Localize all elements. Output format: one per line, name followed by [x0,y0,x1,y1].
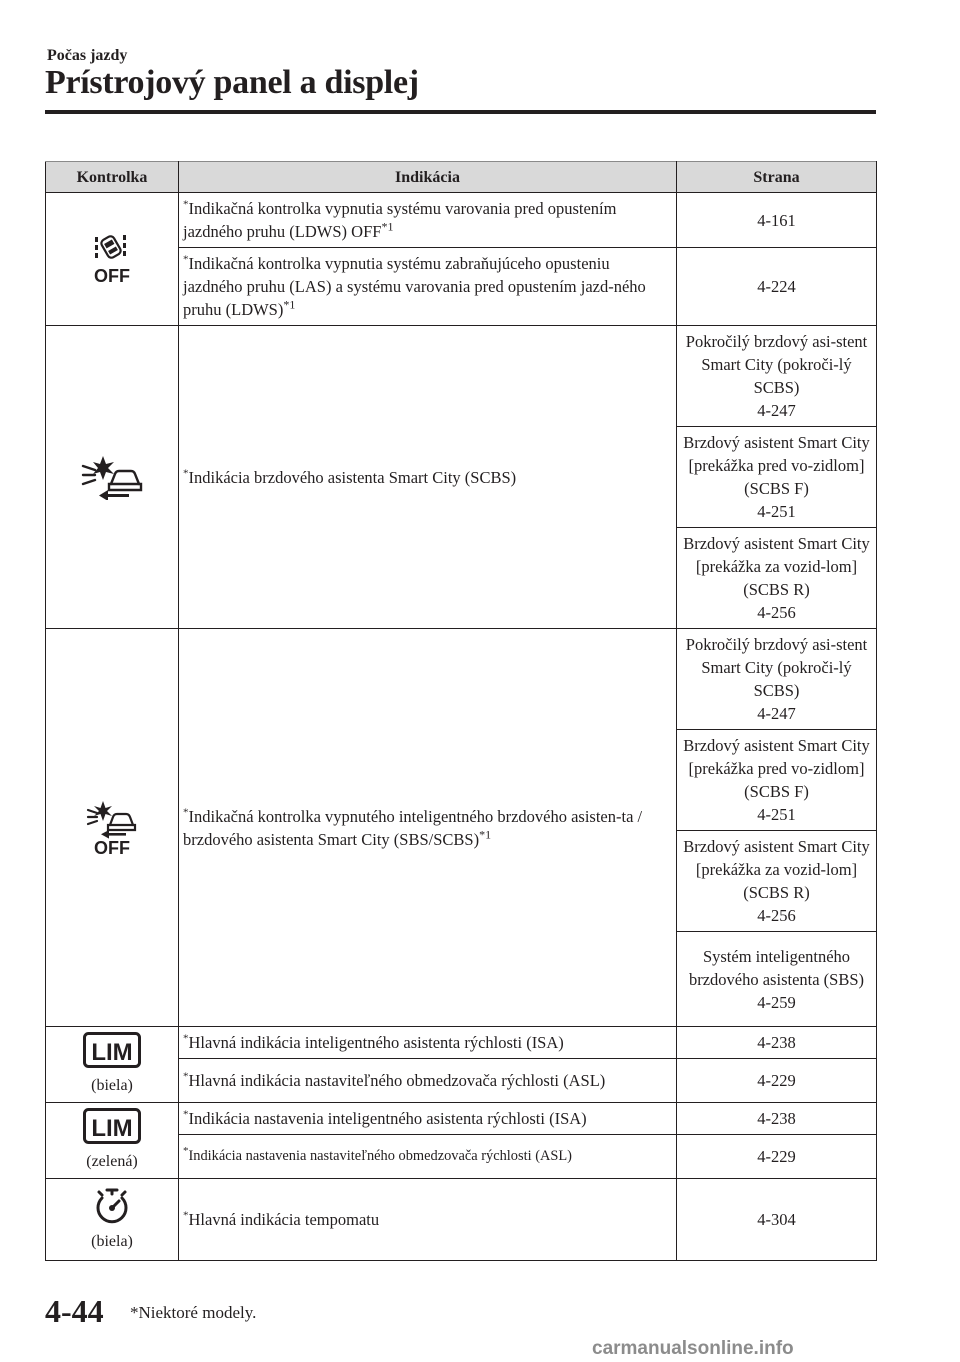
speed-limiter-lim-icon [83,1108,141,1144]
indication-text: *Hlavná indikácia inteligentného asistenta rýchlosti (ISA) [179,1027,677,1059]
watermark: carmanualsonline.info [592,1338,794,1359]
page-reference: 4-224 [677,248,877,326]
table-row [46,629,877,730]
svg-text:OFF: OFF [94,266,130,285]
footnote-text: *Niektoré modely. [130,1303,257,1322]
column-header-indikacia: Indikácia [179,162,677,193]
table-row [46,1179,877,1261]
section-label: Počas jazdy [47,47,128,64]
indication-text: *Indikačná kontrolka vypnutého inteligentného brzdového asisten-ta / brzdového asistenta Smart City (SBS/SCBS)$^{*1}$ [179,629,677,1027]
page-reference: 4-161 [677,193,877,248]
indication-text: *Hlavná indikácia nastaviteľného obmedzovača rýchlosti (ASL) [179,1059,677,1103]
indicator-cell-sbs-scbs-off [46,629,179,1027]
indication-text: *Indikačná kontrolka vypnutia systému varovania pred opustením jazdného pruhu (LDWS) OFF$^{*1}$ [179,193,677,248]
page-reference: 4-304 [677,1179,877,1261]
title-rule [45,110,876,114]
page-reference: 4-229 [677,1059,877,1103]
icon-color-caption: (biela) [91,1233,133,1250]
icon-color-caption: (zelená) [86,1153,138,1170]
page-title: Prístrojový panel a displej [45,64,419,101]
table-row [46,1103,877,1135]
page-reference: 4-238 [677,1103,877,1135]
table-header-row [46,162,877,193]
page-reference: Brzdový asistent Smart City [prekážka za vozid-lom] (SCBS R) 4-256 [677,831,877,932]
indication-text: *Hlavná indikácia tempomatu [179,1179,677,1261]
indicator-cell-ldws-off [46,193,179,326]
page-reference: 4-238 [677,1027,877,1059]
speed-limiter-lim-icon [83,1032,141,1068]
svg-text:LIM: LIM [91,1115,133,1142]
page-reference: Brzdový asistent Smart City [prekážka za vozid-lom] (SCBS R) 4-256 [677,528,877,629]
table-row [46,193,877,248]
indicator-cell-scbs [46,326,179,629]
svg-text:LIM: LIM [91,1039,133,1066]
indication-text: *Indikácia nastavenia inteligentného asistenta rýchlosti (ISA) [179,1103,677,1135]
indicator-cell-lim-green [46,1103,179,1179]
table-row [46,1027,877,1059]
page-number: 4-44 [45,1293,104,1329]
indication-text: *Indikácia brzdového asistenta Smart City (SCBS) [179,326,677,629]
page-reference: Brzdový asistent Smart City [prekážka pred vo-zidlom] (SCBS F) 4-251 [677,427,877,528]
page-reference: 4-229 [677,1135,877,1179]
svg-text:OFF: OFF [94,837,130,856]
smart-city-brake-icon [81,454,143,500]
icon-color-caption: (biela) [91,1077,133,1094]
page-reference: Pokročilý brzdový asi-stent Smart City (pokroči-lý SCBS) 4-247 [677,326,877,427]
smart-brake-off-icon [86,800,138,856]
indicator-cell-lim-white [46,1027,179,1103]
page-reference: Pokročilý brzdový asi-stent Smart City (pokroči-lý SCBS) 4-247 [677,629,877,730]
page-reference: Brzdový asistent Smart City [prekážka pred vo-zidlom] (SCBS F) 4-251 [677,730,877,831]
indication-text: *Indikácia nastavenia nastaviteľného obmedzovača rýchlosti (ASL) [179,1135,677,1179]
indicator-cell-cruise [46,1179,179,1261]
page-reference: Systém inteligentného brzdového asistenta (SBS) 4-259 [677,932,877,1027]
cruise-control-icon [93,1186,131,1224]
column-header-kontrolka: Kontrolka [46,162,179,193]
indicator-table [45,161,877,1261]
indication-text: *Indikačná kontrolka vypnutia systému zabraňujúceho opusteniu jazdného pruhu (LAS) a systému varovania pred opustením jazd-ného pruhu (LDWS)$^{*1}$ [179,248,677,326]
column-header-strana: Strana [677,162,877,193]
table-row [46,326,877,427]
lane-departure-off-icon [89,233,135,285]
